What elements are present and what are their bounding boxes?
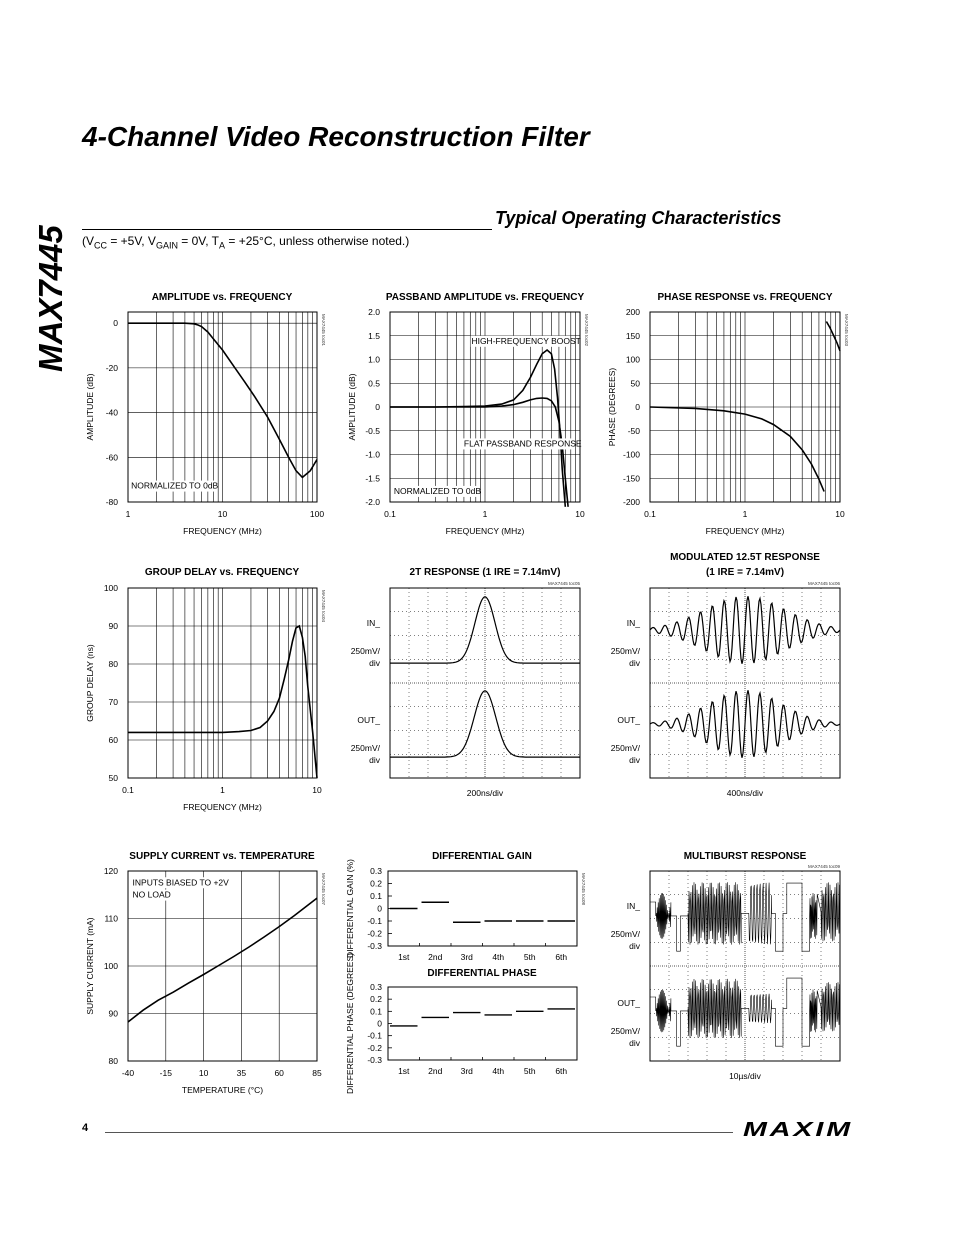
channel-name: OUT_ [617, 998, 640, 1008]
y-tick-label: 0.3 [370, 982, 382, 992]
y-tick-label: -0.5 [365, 425, 380, 436]
chart-pb [347, 292, 589, 536]
footer-rule [105, 1132, 733, 1133]
y-tick-label: 90 [108, 1008, 118, 1019]
y-tick-label: 0 [113, 318, 118, 329]
y-tick-label: -80 [105, 497, 118, 507]
y-tick-label: 50 [108, 773, 118, 783]
series-line [826, 322, 840, 351]
plot-frame [388, 987, 577, 1060]
y-tick-label: 0 [377, 1018, 382, 1029]
chart-annotation: FLAT PASSBAND RESPONSE [463, 438, 582, 449]
chart-phase [607, 292, 849, 536]
x-tick-label: 1 [220, 785, 225, 795]
y-tick-label: 0.2 [370, 878, 382, 889]
page-title: 4-Channel Video Reconstruction Filter [82, 121, 590, 152]
x-tick-label: -40 [121, 1068, 135, 1078]
part-number-text: MAX7445 [32, 225, 69, 372]
chart-title: AMPLITUDE vs. FREQUENCY [151, 292, 293, 303]
chart-annotation: INPUTS BIASED TO +2V [132, 877, 229, 888]
x-axis-label: FREQUENCY (MHz) [705, 526, 785, 536]
y-tick-label: -0.2 [367, 1042, 382, 1053]
chart-title: GROUP DELAY vs. FREQUENCY [144, 567, 300, 578]
y-tick-label: -0.3 [367, 941, 382, 951]
channel-name: IN_ [366, 618, 380, 628]
y-tick-label: 70 [108, 697, 118, 707]
x-tick-label: 60 [274, 1068, 284, 1078]
chart-title: MULTIBURST RESPONSE [683, 851, 807, 862]
y-tick-label: -0.1 [367, 1030, 382, 1041]
x-tick-label: 35 [236, 1068, 247, 1078]
y-tick-label: 1.5 [368, 330, 380, 341]
chart-title: DIFFERENTIAL PHASE [427, 968, 537, 979]
y-tick-label: 200 [625, 307, 640, 317]
y-axis-label: PHASE (DEGREES) [607, 367, 617, 447]
channel-scale: 250mV/ [350, 743, 380, 753]
chart-annotation: NORMALIZED TO 0dB [131, 480, 219, 491]
chart-t2 [351, 567, 581, 798]
chart-title: MODULATED 12.5T RESPONSE [670, 552, 820, 563]
cond-text: = 0V, T [177, 234, 219, 248]
x-tick-label: 85 [312, 1068, 322, 1078]
figure-code: MAX7445 toc01 [321, 314, 326, 347]
figure-code: MAX7445 toc09 [807, 864, 840, 869]
x-tick-label: 1 [742, 509, 748, 519]
y-tick-label: -150 [622, 473, 640, 484]
x-tick-label: 10 [198, 1068, 209, 1078]
x-tick-label: 10 [217, 509, 228, 519]
chart-annotation: HIGH-FREQUENCY BOOST [471, 335, 581, 346]
y-tick-label: 0 [377, 903, 382, 914]
y-tick-label: 60 [108, 735, 118, 745]
channel-name: OUT_ [617, 715, 640, 725]
section-title: Typical Operating Characteristics [495, 208, 782, 228]
chart-title: (1 IRE = 7.14mV) [705, 567, 785, 578]
chart-title: PASSBAND AMPLITUDE vs. FREQUENCY [385, 292, 585, 303]
x-tick-label: -15 [159, 1068, 172, 1078]
x-tick-label: 10 [835, 509, 845, 519]
channel-name: IN_ [626, 901, 640, 911]
y-tick-label: 110 [104, 913, 118, 924]
channel-name: OUT_ [357, 715, 380, 725]
chart-title: DIFFERENTIAL GAIN [432, 851, 532, 862]
y-tick-label: 90 [108, 621, 118, 631]
cond-text: = +5V, V [107, 234, 156, 248]
page-number: 4 [82, 1122, 89, 1134]
y-tick-label: -20 [105, 362, 118, 373]
figure-code: MAX7445 toc08 [581, 873, 586, 906]
y-tick-label: 0.1 [370, 891, 382, 901]
channel-name: IN_ [626, 618, 640, 628]
chart-annotation: NO LOAD [132, 889, 171, 900]
logo-text: MAXIM [743, 1119, 853, 1140]
series-line [128, 898, 317, 1022]
y-tick-label: 0.2 [370, 994, 382, 1005]
y-axis-label: AMPLITUDE (dB) [347, 373, 357, 441]
y-tick-label: 0.1 [370, 1006, 382, 1017]
y-axis-label: AMPLITUDE (dB) [85, 373, 95, 441]
y-tick-label: -1.5 [365, 473, 380, 484]
x-tick-label: 0.1 [644, 509, 656, 519]
channel-scale: 250mV/ [610, 929, 640, 939]
channel-scale: div [629, 1038, 640, 1048]
y-tick-label: -60 [105, 452, 118, 463]
y-tick-label: 150 [625, 330, 640, 341]
y-tick-label: -2.0 [365, 497, 380, 507]
y-tick-label: 1.0 [368, 354, 380, 365]
y-tick-label: 100 [103, 583, 118, 593]
chart-dphase [345, 953, 577, 1094]
x-tick-label: 4th [492, 1066, 505, 1076]
x-tick-label: 1st [398, 952, 410, 962]
x-tick-label: 3rd [460, 952, 473, 962]
y-axis-label: SUPPLY CURRENT (mA) [85, 917, 95, 1015]
x-tick-label: 0.1 [384, 509, 396, 519]
maxim-logo [743, 1118, 855, 1140]
y-tick-label: -1.0 [365, 449, 380, 460]
figure-code: MAX7445 toc04 [321, 590, 326, 623]
chart-title: SUPPLY CURRENT vs. TEMPERATURE [129, 851, 315, 862]
y-axis-label: DIFFERENTIAL GAIN (%) [345, 859, 355, 958]
x-tick-label: 0.1 [122, 785, 134, 795]
chart-mb [611, 851, 841, 1081]
chart-mod [611, 552, 841, 798]
x-tick-label: 2nd [428, 1066, 443, 1076]
cond-sub: CC [94, 240, 107, 251]
y-tick-label: -100 [622, 449, 640, 460]
chart-gd [85, 567, 326, 812]
x-tick-label: 5th [523, 952, 536, 962]
y-tick-label: -0.1 [367, 916, 382, 926]
figure-code: MAX7445 toc07 [321, 873, 326, 906]
y-tick-label: 100 [103, 961, 118, 971]
y-tick-label: 50 [630, 378, 640, 389]
channel-scale: div [369, 755, 380, 765]
channel-scale: 250mV/ [350, 646, 380, 656]
y-axis-label: DIFFERENTIAL PHASE (DEGREES) [345, 953, 355, 1094]
y-tick-label: 0 [635, 402, 640, 412]
y-tick-label: 0.5 [368, 378, 380, 389]
x-tick-label: 4th [492, 952, 505, 962]
series-line [650, 407, 824, 492]
series-line [390, 350, 565, 507]
x-tick-label: 6th [555, 952, 568, 962]
x-tick-label: 10 [575, 509, 585, 519]
chart-dgain [345, 851, 586, 962]
y-tick-label: 120 [103, 866, 118, 876]
channel-scale: div [629, 941, 640, 951]
x-tick-label: 6th [555, 1066, 568, 1076]
chart-title: 2T RESPONSE (1 IRE = 7.14mV) [409, 567, 561, 578]
cond-text: = +25°C, unless otherwise noted.) [225, 234, 410, 248]
time-scale: 400ns/div [726, 788, 764, 798]
channel-scale: 250mV/ [610, 646, 640, 656]
y-tick-label: -200 [622, 497, 640, 507]
x-tick-label: 2nd [428, 952, 443, 962]
x-tick-label: 1 [125, 509, 131, 519]
channel-scale: div [629, 658, 640, 668]
time-scale: 200ns/div [466, 788, 504, 798]
chart-title: PHASE RESPONSE vs. FREQUENCY [657, 292, 833, 303]
y-tick-label: 0 [375, 402, 380, 412]
y-tick-label: -0.2 [367, 928, 382, 939]
x-tick-label: 3rd [460, 1066, 473, 1076]
x-tick-label: 1st [398, 1066, 410, 1076]
cond-text: (V [82, 234, 94, 248]
y-tick-label: 80 [108, 659, 118, 669]
y-tick-label: -0.3 [367, 1055, 382, 1065]
channel-scale: 250mV/ [610, 743, 640, 753]
figure-code: MAX7445 toc06 [807, 581, 840, 586]
channel-scale: div [369, 658, 380, 668]
figure-code: MAX7445 toc02 [584, 314, 589, 347]
x-tick-label: 1 [482, 509, 488, 519]
figure-code: MAX7445 toc05 [547, 581, 580, 586]
y-tick-label: 0.3 [370, 866, 382, 876]
channel-scale: div [629, 755, 640, 765]
y-tick-label: 80 [108, 1056, 118, 1066]
channel-scale: 250mV/ [610, 1026, 640, 1036]
y-axis-label: GROUP DELAY (ns) [85, 644, 95, 722]
chart-cur [85, 851, 326, 1095]
figure-code: MAX7445 toc03 [844, 314, 849, 347]
y-tick-label: -40 [105, 407, 118, 418]
x-axis-label: FREQUENCY (MHz) [183, 526, 262, 536]
cond-sub: A [219, 240, 226, 251]
y-tick-label: 2.0 [368, 307, 380, 317]
x-tick-label: 10 [312, 785, 322, 795]
y-tick-label: -50 [627, 425, 640, 436]
x-axis-label: FREQUENCY (MHz) [445, 526, 525, 536]
chart-annotation: NORMALIZED TO 0dB [393, 485, 482, 496]
scope-trace [650, 882, 840, 951]
cond-sub: GAIN [155, 240, 178, 251]
x-axis-label: TEMPERATURE (°C) [181, 1085, 264, 1095]
y-tick-label: 100 [625, 354, 640, 365]
x-tick-label: 100 [309, 509, 325, 519]
chart-amp [85, 292, 326, 536]
x-tick-label: 5th [523, 1066, 536, 1076]
x-axis-label: FREQUENCY (MHz) [183, 802, 262, 812]
time-scale: 10µs/div [729, 1071, 761, 1081]
